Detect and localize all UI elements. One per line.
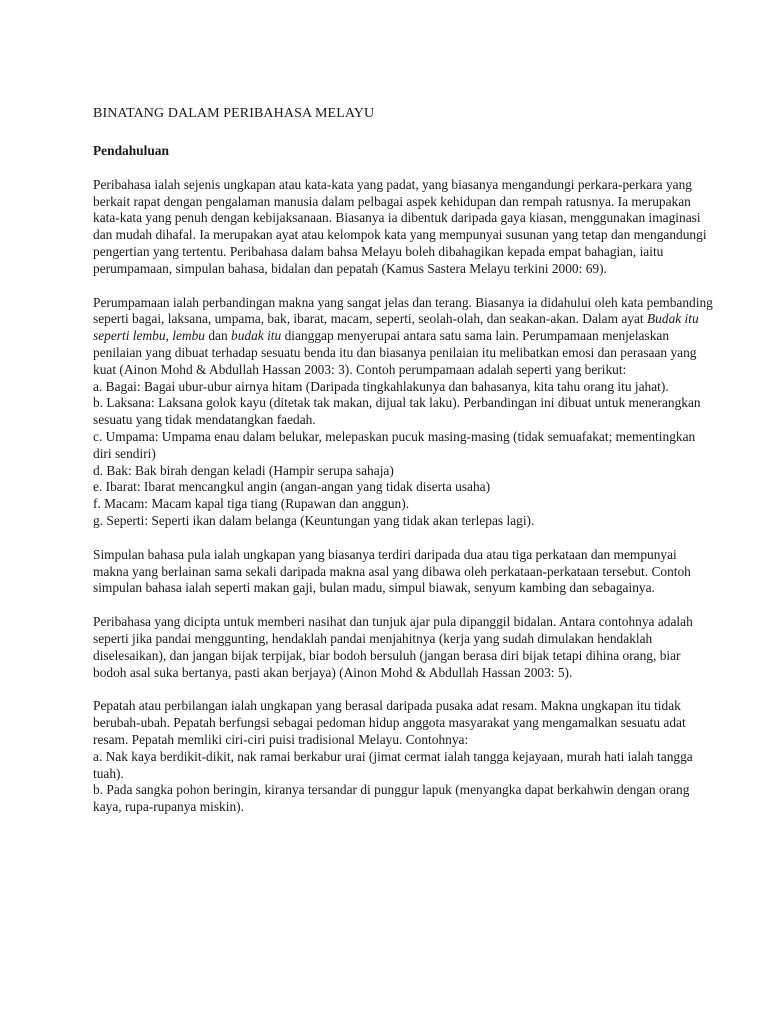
- paragraph-perumpamaan: [93, 295, 713, 530]
- paragraph-simpulan-bahasa: Simpulan bahasa pula ialah ungkapan yang biasanya terdiri daripada dua atau tiga perkataan dan mempunyai makna yang berlainan sama sekali daripada makna asal yang dibawa oleh perkataan-perkataan tersebut. Contoh simpulan bahasa ialah seperti makan gaji, bulan madu, simpul biawak, senyum kambing dan sebagainya.: [93, 546, 691, 596]
- pepatah-list-item: b. Pada sangka pohon beringin, kiranya tersandar di punggur lapuk (menyangka dapat berkahwin dengan orang kaya, rupa-rupanya miskin).: [93, 782, 690, 815]
- section-heading: Pendahuluan: [93, 143, 169, 158]
- perumpamaan-term-lembu: lembu: [172, 328, 205, 344]
- document-title: BINATANG DALAM PERIBAHASA MELAYU: [93, 106, 375, 121]
- perumpamaan-list-item: g. Seperti: Seperti ikan dalam belanga (Keuntungan yang tidak akan terlepas lagi).: [93, 512, 535, 528]
- perumpamaan-sep-2: dan: [204, 328, 231, 344]
- perumpamaan-sep-1: ,: [165, 328, 173, 344]
- perumpamaan-list-item: e. Ibarat: Ibarat mencangkul angin (angan-angan yang tidak diserta usaha): [93, 479, 491, 495]
- perumpamaan-text-1: Perumpamaan ialah perbandingan makna yang sangat jelas dan terang. Biasanya ia didahului oleh kata pembanding seperti bagai, laksana, umpama, bak, ibarat, macam, seperti, seolah-olah, dan seakan-akan. Dalam ayat: [93, 294, 713, 327]
- perumpamaan-list-item: f. Macam: Macam kapal tiga tiang (Rupawan dan anggun).: [93, 496, 410, 512]
- pepatah-intro: Pepatah atau perbilangan ialah ungkapan yang berasal daripada pusaka adat resam. Makna ungkapan itu tidak berubah-ubah. Pepatah berfungsi sebagai pedoman hidup anggota masyarakat yang mengamalkan sesuatu adat resam. Pepatah memliki ciri-ciri puisi tradisional Melayu. Contohnya:: [93, 698, 686, 747]
- perumpamaan-list-item: b. Laksana: Laksana golok kayu (ditetak tak makan, dijual tak laku). Perbandingan ini dibuat untuk menerangkan sesuatu yang tidak mendatangkan faedah.: [93, 395, 701, 428]
- perumpamaan-term-budak: budak itu: [231, 328, 282, 344]
- perumpamaan-list-item: a. Bagai: Bagai ubur-ubur airnya hitam (Daripada tingkahlakunya dan bahasanya, kita tahu orang itu jahat).: [93, 378, 669, 394]
- perumpamaan-text-2: dianggap menyerupai antara satu sama lain. Perumpamaan menjelaskan penilaian yang dibuat terhadap sesuatu benda itu dan biasanya penilaian itu melibatkan emosi dan perasaan yang kuat (Ainon Mohd & Abdullah Hassan 2003: 3). Contoh perumpamaan adalah seperti yang berikut:: [93, 328, 697, 377]
- paragraph-pepatah: [93, 698, 713, 816]
- paragraph-introduction: Peribahasa ialah sejenis ungkapan atau kata-kata yang padat, yang biasanya mengandungi perkara-perkara yang berkait rapat dengan pengalaman manusia dalam pelbagai aspek kehidupan dan rempah ratusnya. Ia merupakan kata-kata yang penuh dengan kebijaksanaan. Biasanya ia dibentuk daripada gaya kiasan, menggunakan imaginasi dan mudah dihafal. Ia merupakan ayat atau kelompok kata yang mempunyai susunan yang tetap dan mengandungi pengertian yang tertentu. Peribahasa dalam bahsa Melayu boleh dibahagikan kepada empat bahagian, iaitu perumpamaan, simpulan bahasa, bidalan dan pepatah (Kamus Sastera Melayu terkini 2000: 69).: [93, 176, 707, 276]
- paragraph-bidalan: Peribahasa yang dicipta untuk memberi nasihat dan tunjuk ajar pula dipanggil bidalan. Antara contohnya adalah seperti jika pandai menggunting, hendaklah pandai menjahitnya (kerja yang sudah dimulakan hendaklah diselesaikan), dan jangan bijak terpijak, biar bodoh bersuluh (jangan berasa diri bijak tetapi dihina orang, biar bodoh asal suka bertanya, pasti akan berjaya) (Ainon Mohd & Abdullah Hassan 2003: 5).: [93, 614, 693, 680]
- perumpamaan-list-item: c. Umpama: Umpama enau dalam belukar, melepaskan pucuk masing-masing (tidak semuafakat; mementingkan diri sendiri): [93, 428, 696, 461]
- pepatah-list-item: a. Nak kaya berdikit-dikit, nak ramai berkabur urai (jimat cermat ialah tangga kejayaan, murah hati ialah tangga tuah).: [93, 748, 693, 781]
- perumpamaan-list-item: d. Bak: Bak birah dengan keladi (Hampir serupa sahaja): [93, 462, 394, 478]
- document-body: [93, 105, 713, 833]
- perumpamaan-example-italic: Budak itu seperti lembu: [93, 311, 699, 344]
